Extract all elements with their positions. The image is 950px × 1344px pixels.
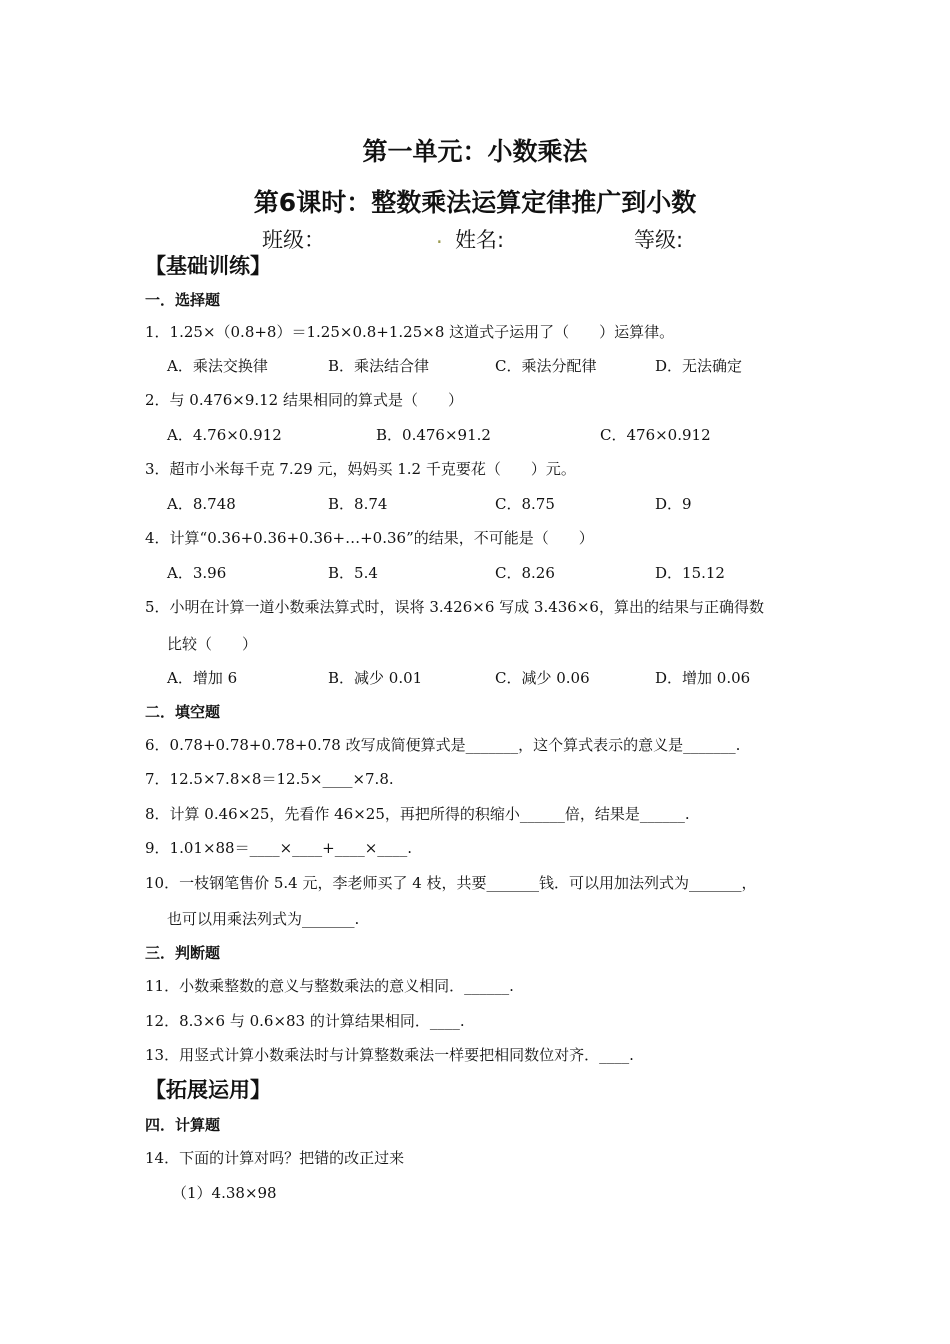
q1-option-a: A．乘法交换律 xyxy=(167,357,268,375)
q2-option-b: B．0.476×91.2 xyxy=(376,426,491,444)
q4-option-a: A．3.96 xyxy=(167,564,227,582)
part-calc-heading: 四．计算题 xyxy=(145,1116,221,1134)
question-2: 2．与 0.476×9.12 结果相同的算式是（ ） xyxy=(145,391,463,409)
question-13: 13．用竖式计算小数乘法时与计算整数乘法一样要把相同数位对齐．____. xyxy=(145,1046,634,1064)
question-14-part-1: （1）4.38×98 xyxy=(172,1184,277,1202)
q3-option-a: A．8.748 xyxy=(167,495,236,513)
q5-option-d: D．增加 0.06 xyxy=(655,669,751,687)
q3-option-d: D．9 xyxy=(655,495,692,513)
q3-option-c: C．8.75 xyxy=(495,495,555,513)
question-7: 7．12.5×7.8×8＝12.5×____×7.8. xyxy=(145,770,394,788)
q1-option-b: B．乘法结合律 xyxy=(328,357,430,375)
part-choice-heading: 一．选择题 xyxy=(145,291,221,309)
q4-option-c: C．8.26 xyxy=(495,564,555,582)
q2-option-c: C．476×0.912 xyxy=(600,426,711,444)
question-9: 9．1.01×88＝____×____+____×____. xyxy=(145,839,413,857)
question-4: 4．计算“0.36+0.36+0.36+…+0.36”的结果，不可能是（ ） xyxy=(145,529,594,547)
section-basic-training: 【基础训练】 xyxy=(145,254,271,278)
section-extended-use: 【拓展运用】 xyxy=(145,1078,271,1102)
question-10: 10．一枝钢笔售价 5.4 元，李老师买了 4 枝，共要_______钱．可以用加法列式为_______， xyxy=(145,874,757,892)
question-6: 6．0.78+0.78+0.78+0.78 改写成简便算式是_______，这个算式表示的意义是_______. xyxy=(145,736,741,754)
question-11: 11．小数乘整数的意义与整数乘法的意义相同．______. xyxy=(145,977,514,995)
q3-option-b: B．8.74 xyxy=(328,495,388,513)
separator-dot: . xyxy=(436,224,443,248)
question-3: 3．超市小米每千克 7.29 元，妈妈买 1.2 千克要花（ ）元。 xyxy=(145,460,576,478)
part-fill-heading: 二．填空题 xyxy=(145,703,221,721)
q4-option-d: D．15.12 xyxy=(655,564,725,582)
grade-label: 等级: xyxy=(634,228,684,252)
q4-option-b: B．5.4 xyxy=(328,564,378,582)
question-14: 14．下面的计算对吗？把错的改正过来 xyxy=(145,1149,405,1167)
part-judge-heading: 三．判断题 xyxy=(145,944,221,962)
q5-option-a: A．增加 6 xyxy=(167,669,238,687)
name-label: 姓名: xyxy=(455,228,505,252)
question-12: 12．8.3×6 与 0.6×83 的计算结果相同．____. xyxy=(145,1012,465,1030)
question-1: 1．1.25×（0.8+8）＝1.25×0.8+1.25×8 这道式子运用了（ ）运算律。 xyxy=(145,323,675,341)
q1-option-d: D．无法确定 xyxy=(655,357,743,375)
page-title: 第一单元：小数乘法 xyxy=(362,137,588,166)
question-5: 5．小明在计算一道小数乘法算式时，误将 3.426×6 写成 3.436×6，算出的结果与正确得数 xyxy=(145,598,764,616)
q5-option-c: C．减少 0.06 xyxy=(495,669,590,687)
q2-option-a: A．4.76×0.912 xyxy=(167,426,282,444)
class-label: 班级： xyxy=(262,228,325,252)
page-subtitle: 第6课时：整数乘法运算定律推广到小数 xyxy=(253,188,697,217)
q5-option-b: B．减少 0.01 xyxy=(328,669,423,687)
question-10-continued: 也可以用乘法列式为_______. xyxy=(167,910,360,928)
question-5-continued: 比较（ ） xyxy=(167,635,258,653)
question-8: 8．计算 0.46×25，先看作 46×25，再把所得的积缩小______倍，结果是______. xyxy=(145,805,690,823)
q1-option-c: C．乘法分配律 xyxy=(495,357,597,375)
